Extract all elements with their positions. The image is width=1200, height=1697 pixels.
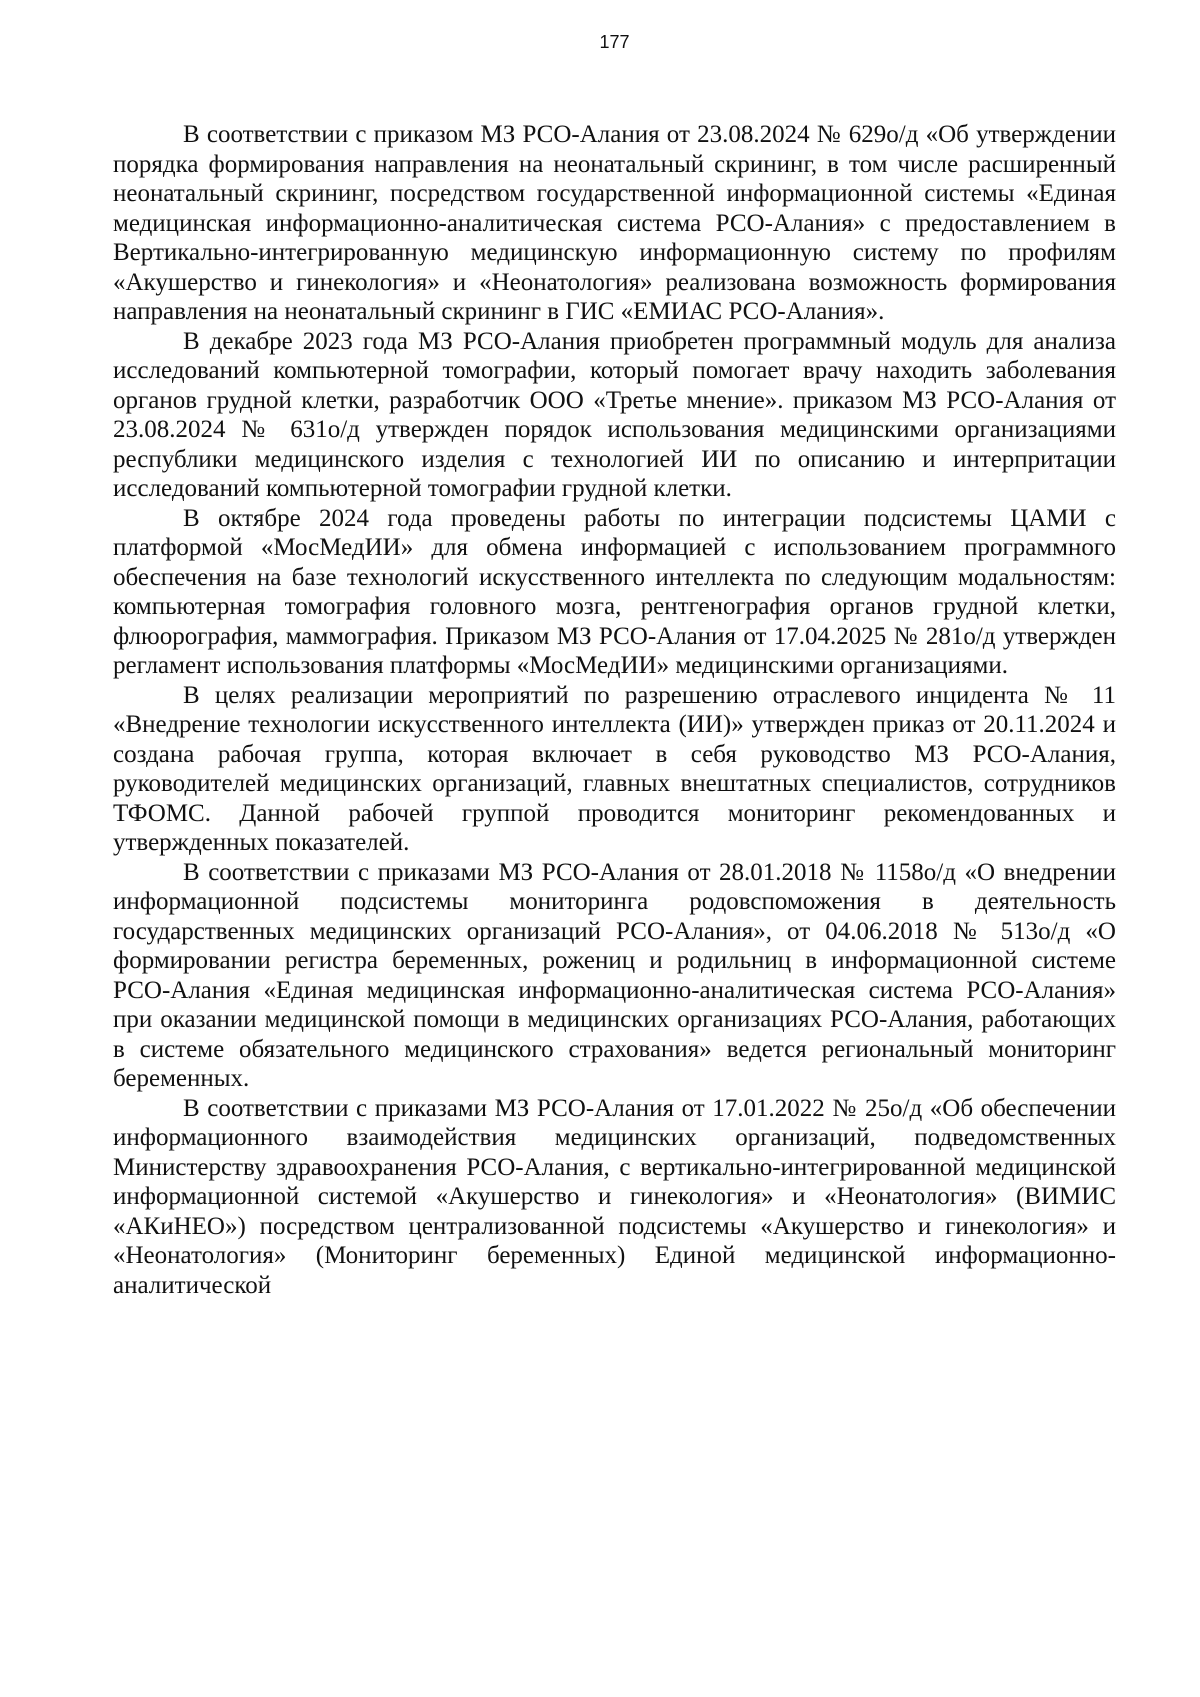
paragraph: В соответствии с приказами МЗ РСО-Алания от 28.01.2018 № 1158о/д «О внедрении информационной подсистемы мониторинга родовспоможения в деятельность государственных медицинских организаций РСО-Алания», от 04.06.2018 № 513о/д «О формировании регистра беременных, рожениц и родильниц в информационной системе РСО-Алания «Единая медицинская информационно-аналитическая система РСО-Алания» при оказании медицинской помощи в медицинских организациях РСО-Алания, работающих в системе обязательного медицинского страхования» ведется региональный мониторинг беременных. xyxy=(113,858,1116,1092)
paragraph: В соответствии с приказом МЗ РСО-Алания от 23.08.2024 № 629о/д «Об утверждении порядка формирования направления на неонатальный скрининг, в том числе расширенный неонатальный скрининг, посредством государственной информационной системы «Единая медицинская информационно-аналитическая система РСО-Алания» с предоставлением в Вертикально-интегрированную медицинскую информационную систему по профилям «Акушерство и гинекология» и «Неонатология» реализована возможность формирования направления на неонатальный скрининг в ГИС «ЕМИАС РСО-Алания». xyxy=(113,121,1116,325)
paragraph: В декабре 2023 года МЗ РСО-Алания приобретен программный модуль для анализа исследований компьютерной томографии, который помогает врачу находить заболевания органов грудной клетки, разработчик ООО «Третье мнение». приказом МЗ РСО-Алания от 23.08.2024 № 631о/д утвержден порядок использования медицинскими организациями республики медицинского изделия с технологией ИИ по описанию и интерпритации исследований компьютерной томографии грудной клетки. xyxy=(113,327,1116,502)
document-body xyxy=(113,120,1116,1300)
paragraph: В целях реализации мероприятий по разрешению отраслевого инцидента № 11 «Внедрение технологии искусственного интеллекта (ИИ)» утвержден приказ от 20.11.2024 и создана рабочая группа, которая включает в себя руководство МЗ РСО-Алания, руководителей медицинских организаций, главных внештатных специалистов, сотрудников ТФОМС. Данной рабочей группой проводится мониторинг рекомендованных и утвержденных показателей. xyxy=(113,681,1116,856)
paragraph: В соответствии с приказами МЗ РСО-Алания от 17.01.2022 № 25о/д «Об обеспечении информационного взаимодействия медицинских организаций, подведомственных Министерству здравоохранения РСО-Алания, с вертикально-интегрированной медицинской информационной системой «Акушерство и гинекология» и «Неонатология» (ВИМИС «АКиНЕО») посредством централизованной подсистемы «Акушерство и гинекология» и «Неонатология» (Мониторинг беременных) Единой медицинской информационно-аналитической xyxy=(113,1094,1116,1299)
page-number: 177 xyxy=(599,32,630,52)
paragraph: В октябре 2024 года проведены работы по интеграции подсистемы ЦАМИ с платформой «МосМедИИ» для обмена информацией с использованием программного обеспечения на базе технологий искусственного интеллекта по следующим модальностям: компьютерная томография головного мозга, рентгенография органов грудной клетки, флюорография, маммография. Приказом МЗ РСО-Алания от 17.04.2025 № 281о/д утвержден регламент использования платформы «МосМедИИ» медицинскими организациями. xyxy=(113,504,1116,679)
